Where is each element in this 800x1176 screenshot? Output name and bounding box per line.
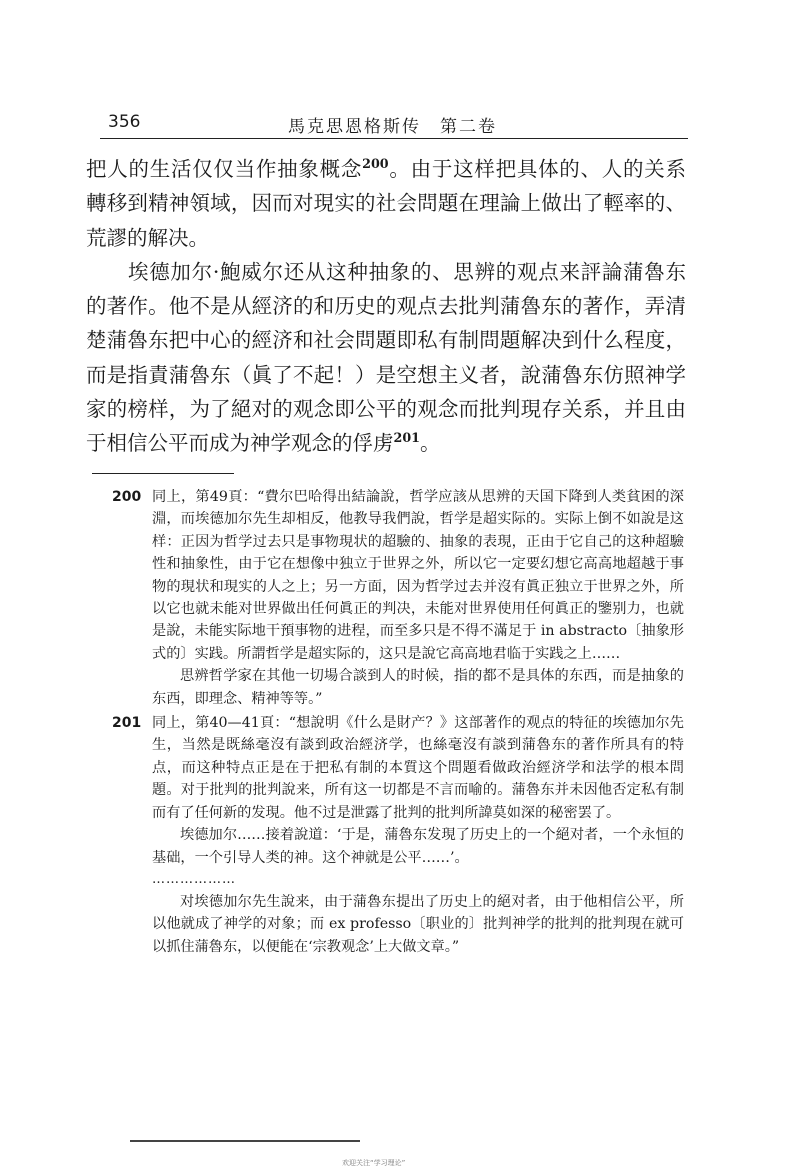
header-rule <box>100 138 688 139</box>
ellipsis-dots: ……………… <box>152 871 236 887</box>
footnote-200 <box>104 486 684 710</box>
paragraph-1-tail: 。由于这样把具体的、人的关系轉移到精神領域，因而对現实的社会問題在理論上做出了輕率的、荒謬的解决。 <box>86 157 687 250</box>
footnote-rule <box>92 473 234 474</box>
paragraph-1 <box>86 152 686 255</box>
footnote-201-para-3: 对埃德加尔先生說来，由于蒲魯东提出了历史上的絕对者，由于他相信公平，所以他就成了神学的对象；而 ex professo〔职业的〕批判神学的批判的批判現在就可以抓住蒲魯东，以便能在‘宗教观念’上大做文章。” <box>152 893 684 955</box>
main-text <box>86 152 686 461</box>
bottom-rule <box>130 1140 360 1142</box>
footnote-ref-200: 200 <box>362 156 389 172</box>
footnote-201-para-1: 同上，第40—41頁：“想說明《什么是財产？》这部著作的观点的特征的埃德加尔先生，当然是既絲毫沒有談到政治經济学，也絲毫沒有談到蒲魯东的著作所具有的特点，而这种特点正是在于把私有制的本質这个問題看做政治經济学和法学的根本問題。对于批判的批判說来，所有这一切都是不言而喻的。蒲魯东并未因他否定私有制而有了任何新的发現。他不过是泄露了批判的批判所諱莫如深的秘密罢了。 <box>152 715 684 821</box>
paragraph-2-tail: 。 <box>420 431 441 456</box>
footnote-201 <box>104 712 684 958</box>
footnote-200-para-2: 思辨哲学家在其他一切場合談到人的时候，指的都不是具体的东西，而是抽象的东西，即理念、精神等等。” <box>152 668 684 707</box>
footnote-number: 201 <box>112 715 142 732</box>
paragraph-1-text: 把人的生活仅仅当作抽象概念 <box>86 157 363 181</box>
page-number: 356 <box>108 112 141 132</box>
page-header <box>100 112 680 138</box>
paragraph-2 <box>86 255 686 461</box>
footnote-ref-201: 201 <box>393 430 421 446</box>
running-title: 馬克思恩格斯传 第二卷 <box>288 117 497 137</box>
footnote-201-para-2: 埃德加尔……接着說道：‘于是，蒲魯东发現了历史上的一个絕对者，一个永恒的基础，一个引导人类的神。这个神就是公平……’。 <box>152 827 684 866</box>
footer-watermark-note: 欢迎关注“学习理论” <box>342 1159 406 1167</box>
paragraph-2-text: 埃德加尔·鮑威尔还从这种抽象的、思辨的观点来評論蒲魯东的著作。他不是从經济的和历史的观点去批判蒲魯东的著作，弄清楚蒲魯东把中心的經济和社会問題即私有制問題解决到什么程度，而是指責蒲魯东（眞了不起！）是空想主义者，說蒲魯东仿照神学家的榜样，为了絕对的观念即公平的观念而批判現存关系，并且由于相信公平而成为神学观念的俘虏 <box>86 259 686 456</box>
footnote-number: 200 <box>112 489 142 505</box>
footnote-200-para-1: 同上，第49頁：“費尔巴哈得出結論說，哲学应該从思辨的天国下降到人类貧困的深淵，而埃德加尔先生却相反，他教导我們說，哲学是超实际的。实际上倒不如說是这样：正因为哲学过去只是事物現状的超驗的、抽象的表現，正由于它自己的这种超驗性和抽象性，由于它在想像中独立于世界之外，所以它一定要幻想它高高地超越于事物的現状和現实的人之上；另一方面，因为哲学过去并沒有眞正独立于世界之外，所以它也就未能对世界做出任何眞正的判决，未能对世界使用任何眞正的鑒别力，也就是說，未能实际地干預事物的进程，而至多只是不得不滿足于 in abstracto〔抽象形式的〕实践。所謂哲学是超实际的，这只是說它高高地君临于实践之上…… <box>152 489 684 662</box>
footnotes <box>104 486 684 958</box>
